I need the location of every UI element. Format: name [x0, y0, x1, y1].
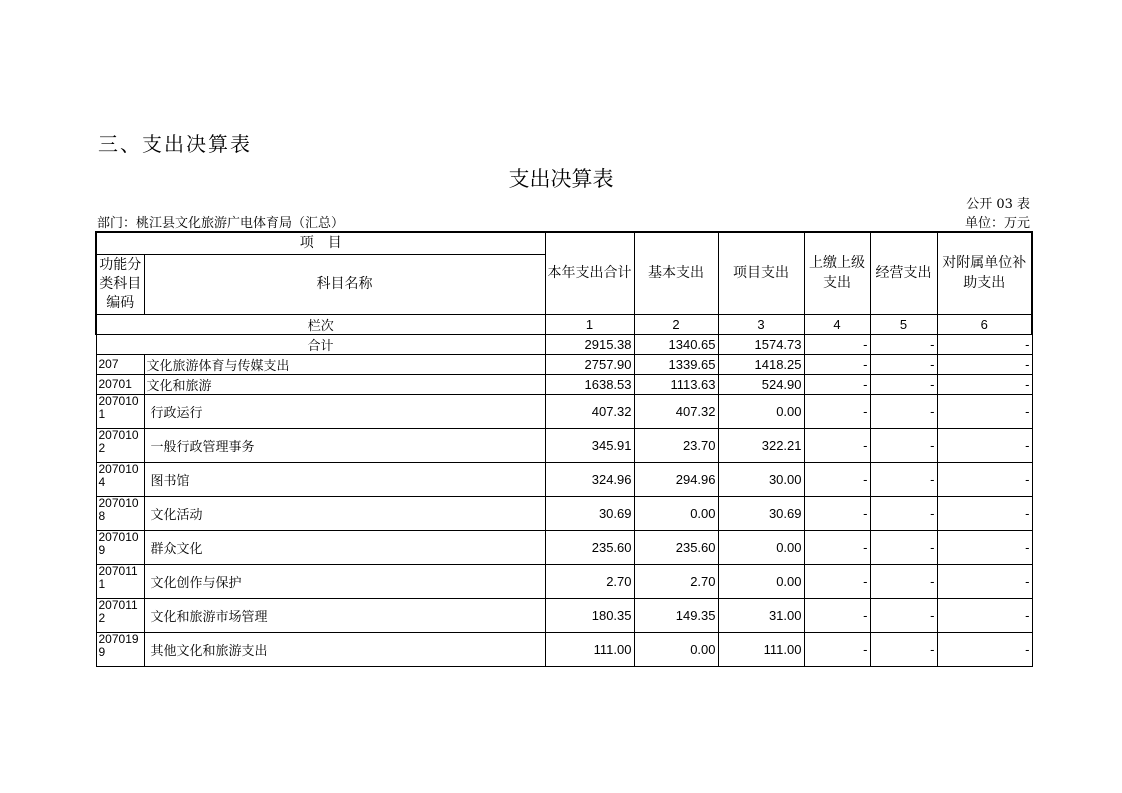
row-code: 2070108: [96, 496, 144, 530]
row-name: 文化旅游体育与传媒支出: [144, 354, 545, 374]
row-code: 2070109: [96, 530, 144, 564]
row-v2: 1339.65: [634, 354, 718, 374]
row-code: 2070102: [96, 428, 144, 462]
header-func-code: 功能分类科目编码: [96, 254, 144, 314]
table-row: [96, 530, 1032, 564]
row-name: 行政运行: [144, 394, 545, 428]
total-v5: -: [870, 334, 937, 354]
row-v3: 30.00: [718, 462, 804, 496]
row-code: 207: [96, 354, 144, 374]
row-v6: -: [937, 530, 1032, 564]
header-col4: 上缴上级支出: [804, 232, 870, 314]
row-v1: 324.96: [545, 462, 634, 496]
row-code: 20701: [96, 374, 144, 394]
page-title: 支出决算表: [508, 167, 614, 191]
row-name: 文化创作与保护: [144, 564, 545, 598]
row-v4: -: [804, 428, 870, 462]
row-v3: 0.00: [718, 530, 804, 564]
table-row: [96, 428, 1032, 462]
row-v3: 31.00: [718, 598, 804, 632]
row-v6: -: [937, 564, 1032, 598]
row-name: 文化活动: [144, 496, 545, 530]
table-row: [96, 564, 1032, 598]
header-n3: 3: [718, 314, 804, 334]
header-col3: 项目支出: [718, 232, 804, 314]
row-v5: -: [870, 496, 937, 530]
row-v3: 30.69: [718, 496, 804, 530]
row-v2: 0.00: [634, 632, 718, 666]
row-code: 2070199: [96, 632, 144, 666]
row-v6: -: [937, 394, 1032, 428]
row-v5: -: [870, 374, 937, 394]
row-v3: 322.21: [718, 428, 804, 462]
row-v1: 2757.90: [545, 354, 634, 374]
department-label: 部门：桃江县文化旅游广电体育局（汇总）: [97, 216, 345, 231]
total-v4: -: [804, 334, 870, 354]
table-row: [96, 354, 1032, 374]
table-row: [96, 394, 1032, 428]
row-v1: 1638.53: [545, 374, 634, 394]
header-n4: 4: [804, 314, 870, 334]
row-v5: -: [870, 564, 937, 598]
header-n1: 1: [545, 314, 634, 334]
row-v1: 180.35: [545, 598, 634, 632]
row-v4: -: [804, 462, 870, 496]
row-name: 文化和旅游市场管理: [144, 598, 545, 632]
total-row: [96, 334, 1032, 354]
table-row: [96, 598, 1032, 632]
header-item: 项 目: [96, 232, 545, 254]
row-v2: 1113.63: [634, 374, 718, 394]
row-v1: 2.70: [545, 564, 634, 598]
header-n6: 6: [937, 314, 1032, 334]
row-v5: -: [870, 530, 937, 564]
row-v3: 524.90: [718, 374, 804, 394]
row-v5: -: [870, 462, 937, 496]
total-v2: 1340.65: [634, 334, 718, 354]
row-v4: -: [804, 496, 870, 530]
table-row: [96, 496, 1032, 530]
row-v1: 235.60: [545, 530, 634, 564]
row-v6: -: [937, 598, 1032, 632]
row-v3: 111.00: [718, 632, 804, 666]
row-name: 群众文化: [144, 530, 545, 564]
row-v2: 294.96: [634, 462, 718, 496]
total-label: 合计: [96, 334, 545, 354]
row-v4: -: [804, 394, 870, 428]
row-v6: -: [937, 428, 1032, 462]
row-v5: -: [870, 632, 937, 666]
row-v6: -: [937, 374, 1032, 394]
row-v4: -: [804, 374, 870, 394]
row-v6: -: [937, 496, 1032, 530]
row-name: 一般行政管理事务: [144, 428, 545, 462]
header-subject-name: 科目名称: [144, 254, 545, 314]
row-code: 2070101: [96, 394, 144, 428]
row-v4: -: [804, 354, 870, 374]
row-v2: 149.35: [634, 598, 718, 632]
total-v3: 1574.73: [718, 334, 804, 354]
row-v4: -: [804, 632, 870, 666]
table-row: [96, 374, 1032, 394]
header-col6: 对附属单位补助支出: [937, 232, 1032, 314]
row-code: 2070104: [96, 462, 144, 496]
row-v5: -: [870, 598, 937, 632]
row-v3: 1418.25: [718, 354, 804, 374]
row-v6: -: [937, 632, 1032, 666]
row-code: 2070111: [96, 564, 144, 598]
header-col5: 经营支出: [870, 232, 937, 314]
row-name: 其他文化和旅游支出: [144, 632, 545, 666]
form-code: 公开 03 表: [966, 197, 1030, 212]
row-v6: -: [937, 354, 1032, 374]
row-v1: 30.69: [545, 496, 634, 530]
row-v4: -: [804, 598, 870, 632]
table-row: [96, 462, 1032, 496]
row-v3: 0.00: [718, 564, 804, 598]
total-v1: 2915.38: [545, 334, 634, 354]
row-name: 图书馆: [144, 462, 545, 496]
row-v1: 407.32: [545, 394, 634, 428]
row-name: 文化和旅游: [144, 374, 545, 394]
row-v4: -: [804, 564, 870, 598]
row-v4: -: [804, 530, 870, 564]
table-row: [96, 632, 1032, 666]
row-v1: 111.00: [545, 632, 634, 666]
header-n5: 5: [870, 314, 937, 334]
row-v3: 0.00: [718, 394, 804, 428]
row-v6: -: [937, 462, 1032, 496]
header-col1: 本年支出合计: [545, 232, 634, 314]
row-v2: 23.70: [634, 428, 718, 462]
row-v2: 407.32: [634, 394, 718, 428]
header-n2: 2: [634, 314, 718, 334]
row-v2: 0.00: [634, 496, 718, 530]
header-row-label: 栏次: [96, 314, 545, 334]
row-v2: 235.60: [634, 530, 718, 564]
row-code: 2070112: [96, 598, 144, 632]
row-v2: 2.70: [634, 564, 718, 598]
header-col2: 基本支出: [634, 232, 718, 314]
row-v5: -: [870, 354, 937, 374]
total-v6: -: [937, 334, 1032, 354]
row-v5: -: [870, 428, 937, 462]
row-v5: -: [870, 394, 937, 428]
unit-label: 单位：万元: [964, 216, 1030, 231]
expenditure-table: [95, 231, 1033, 667]
row-v1: 345.91: [545, 428, 634, 462]
section-title: 三、支出决算表: [98, 132, 252, 156]
